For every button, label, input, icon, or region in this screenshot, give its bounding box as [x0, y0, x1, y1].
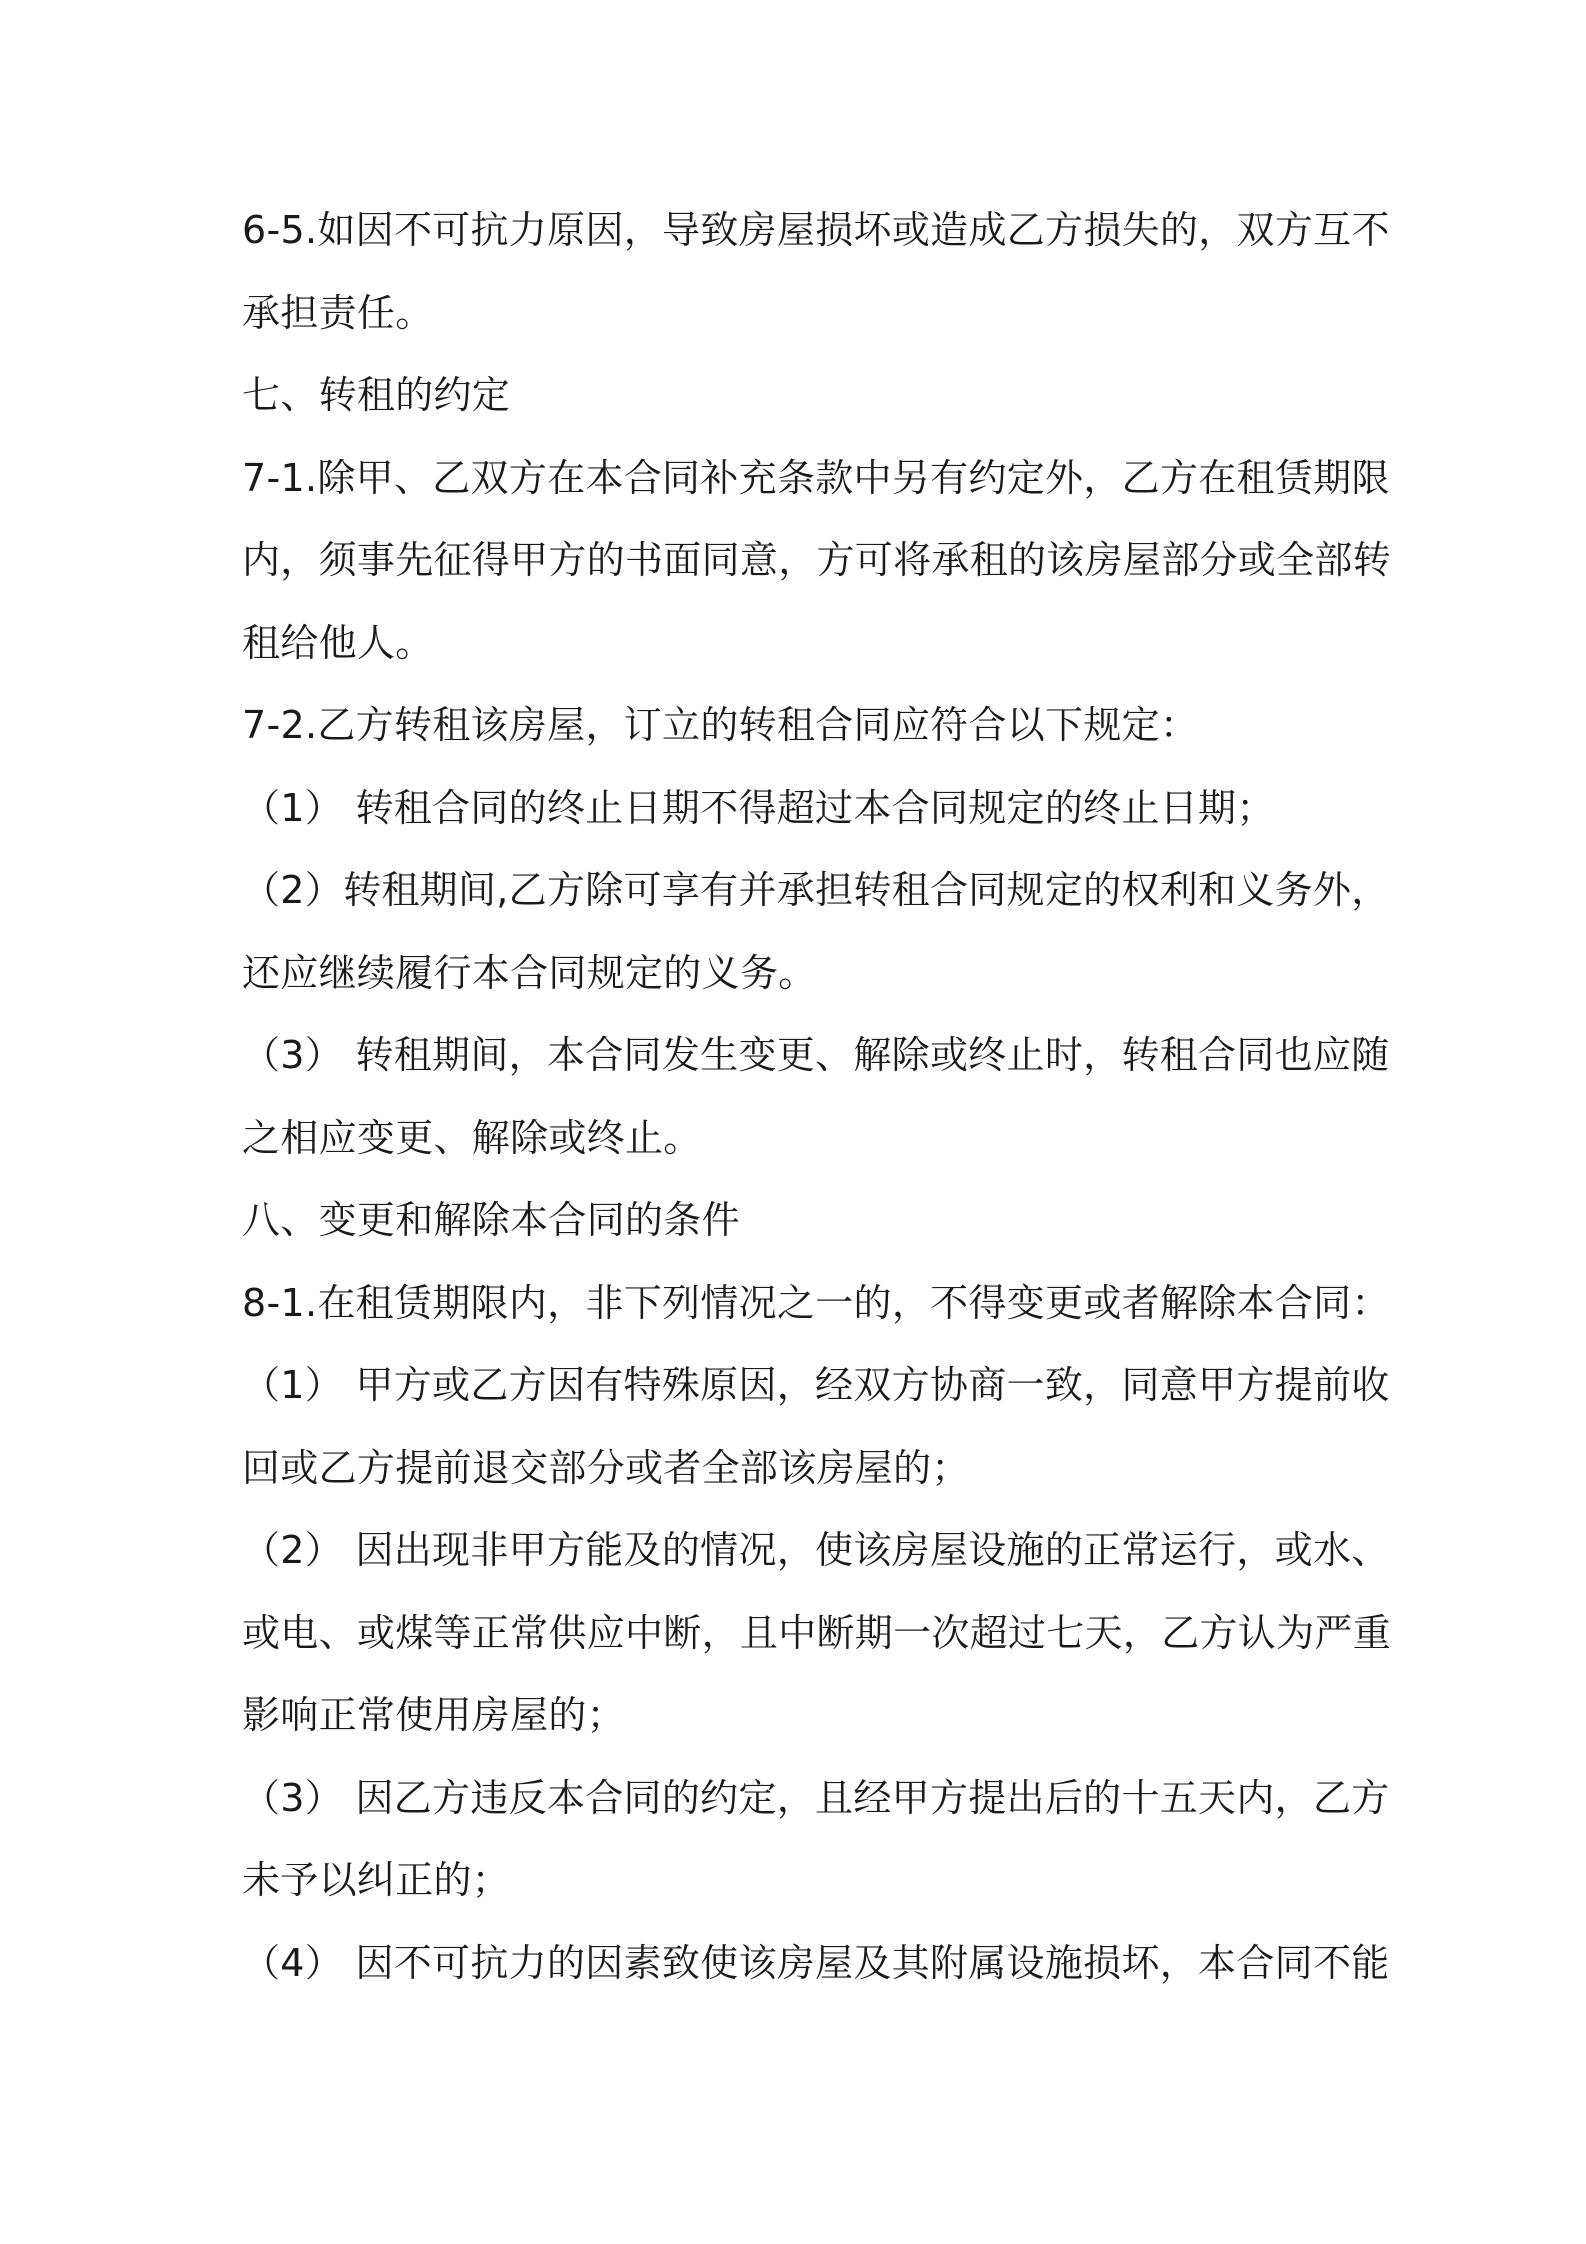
clause-7-2-item-1: （1） 转租合同的终止日期不得超过本合同规定的终止日期； — [242, 785, 1275, 830]
clause-8-1-item-2-line-3: 影响正常使用房屋的； — [242, 1693, 626, 1737]
section-heading-sublease: 七、转租的约定 — [242, 373, 511, 417]
document-body — [242, 198, 1392, 2013]
paragraph-7-2: 7-2.乙方转租该房屋，订立的转租合同应符合以下规定： — [242, 703, 1199, 747]
clause-8-1-item-2-line-2: 或电、或煤等正常供应中断，且中断期一次超过七天，乙方认为严重 — [242, 1610, 1392, 1655]
clause-8-1-item-1-line-2: 回或乙方提前退交部分或者全部该房屋的； — [242, 1445, 970, 1490]
clause-7-2-item-2-line-1: （2）转租期间,乙方除可享有并承担转租合同规定的权利和义务外， — [242, 868, 1390, 912]
clause-7-2-item-3-line-1: （3） 转租期间，本合同发生变更、解除或终止时，转租合同也应随 — [242, 1033, 1390, 1077]
paragraph-6-5-line-2: 承担责任。 — [242, 290, 434, 335]
clause-7-2-item-2-line-2: 还应继续履行本合同规定的义务。 — [242, 950, 817, 995]
paragraph-7-1-line-1: 7-1.除甲、乙双方在本合同补充条款中另有约定外，乙方在租赁期限 — [242, 455, 1390, 500]
clause-7-2-item-3-line-2: 之相应变更、解除或终止。 — [242, 1115, 702, 1160]
clause-8-1-item-3-line-1: （3） 因乙方违反本合同的约定，且经甲方提出后的十五天内，乙方 — [242, 1775, 1390, 1820]
clause-8-1-item-2-line-1: （2） 因出现非甲方能及的情况，使该房屋设施的正常运行，或水、 — [242, 1528, 1390, 1572]
paragraph-8-1: 8-1.在租赁期限内，非下列情况之一的，不得变更或者解除本合同： — [242, 1280, 1390, 1325]
clause-8-1-item-3-line-2: 未予以纠正的； — [242, 1858, 511, 1902]
paragraph-6-5-line-1: 6-5.如因不可抗力原因，导致房屋损坏或造成乙方损失的，双方互不 — [242, 208, 1390, 252]
clause-8-1-item-4-line-1: （4） 因不可抗力的因素致使该房屋及其附属设施损坏，本合同不能 — [242, 1940, 1390, 1985]
clause-8-1-item-1-line-1: （1） 甲方或乙方因有特殊原因，经双方协商一致，同意甲方提前收 — [242, 1363, 1390, 1407]
paragraph-7-1-line-2: 内，须事先征得甲方的书面同意，方可将承租的该房屋部分或全部转 — [242, 538, 1392, 582]
paragraph-7-1-line-3: 租给他人。 — [242, 620, 434, 665]
section-heading-modification: 八、变更和解除本合同的条件 — [242, 1198, 740, 1242]
